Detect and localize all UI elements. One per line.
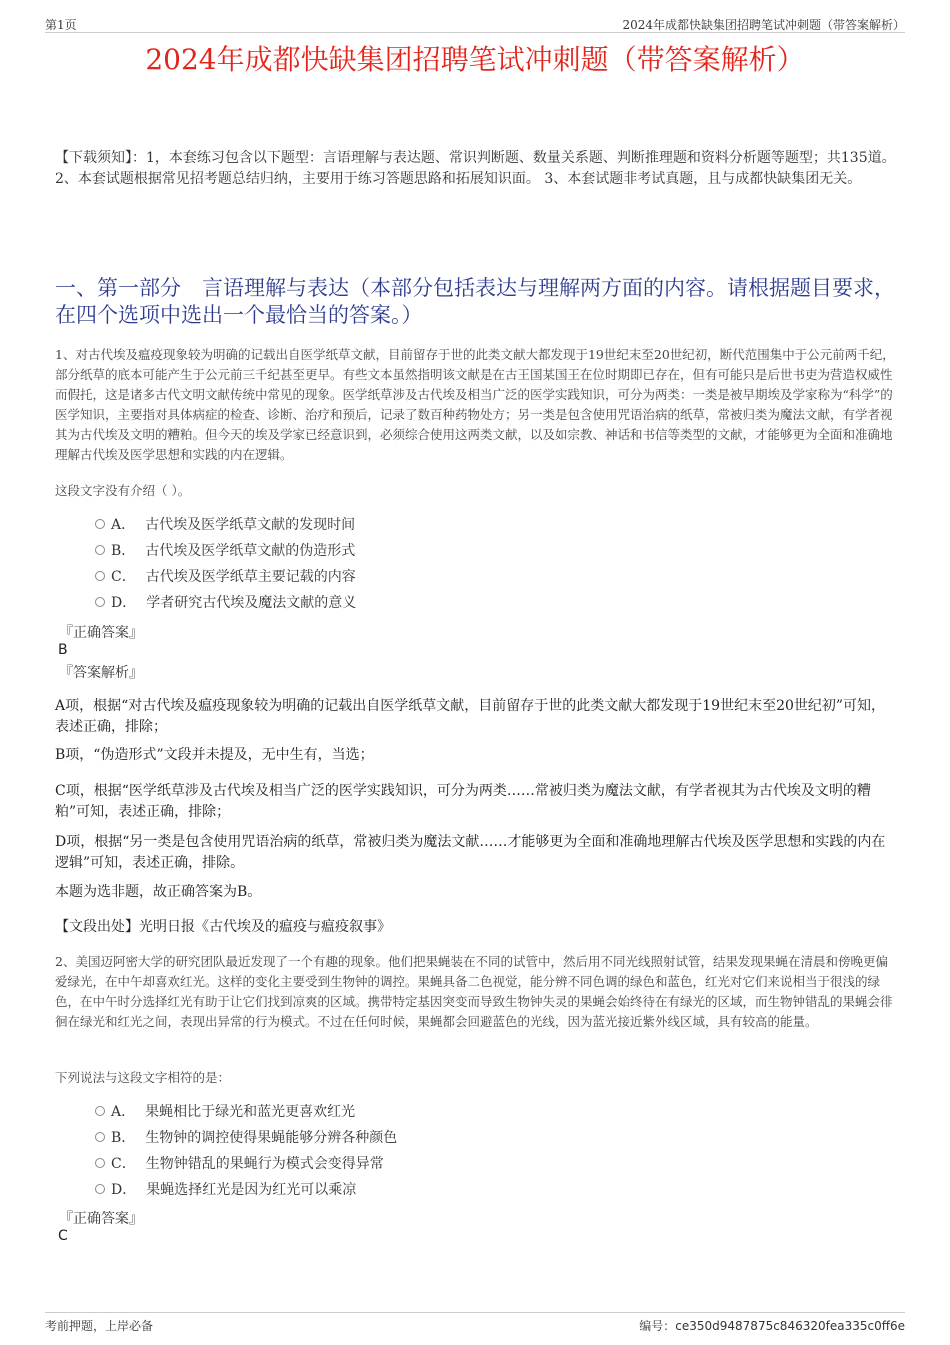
q1-stem: 这段文字没有介绍（ ）。	[55, 483, 191, 498]
radio-icon[interactable]	[95, 1158, 105, 1168]
q1-analysis-label: 『答案解析』	[59, 665, 143, 681]
radio-icon[interactable]	[95, 519, 105, 529]
q2-stem: 下列说法与这段文字相符的是：	[55, 1070, 231, 1085]
running-title: 2024年成都快缺集团招聘笔试冲刺题（带答案解析）	[622, 18, 905, 32]
q2-passage: 2、美国迈阿密大学的研究团队最近发现了一个有趣的现象。他们把果蝇装在不同的试管中，然后用不同光线照射试管，结果发现果蝇在清晨和傍晚更偏爱绿光，在中午却喜欢红光。这样的变化主要受到生物钟的调控。果蝇具备二色视觉，能分辨不同色调的绿色和蓝色，红光对它们来说相当于很浅的绿色，在中午时分选择红光有助于让它们找到凉爽的区域。携带特定基因突变而导致生物钟失灵的果蝇会始终待在有绿光的区域，而生物钟错乱的果蝇会徘徊在绿光和红光之间，表现出异常的行为模式。不过在任何时候，果蝇都会回避蓝色的光线，因为蓝光接近紫外线区域，具有较高的能量。	[55, 954, 893, 1029]
q2-option-a[interactable]: A． 果蝇相比于绿光和蓝光更喜欢红光	[95, 1102, 355, 1122]
page-footer	[45, 1312, 905, 1337]
footer-slogan: 考前押题，上岸必备	[45, 1319, 154, 1333]
q1-analysis-c: C项，根据“医学纸草涉及古代埃及相当广泛的医学实践知识，可分为两类……常被归类为魔法文献，有学者视其为古代埃及文明的糟粕”可知，表述正确，排除；	[55, 783, 871, 820]
radio-icon[interactable]	[95, 1106, 105, 1116]
q1-option-c[interactable]: C． 古代埃及医学纸草主要记载的内容	[95, 567, 356, 587]
q2-answer: C	[58, 1228, 68, 1244]
q1-analysis-d: D项，根据“另一类是包含使用咒语治病的纸草，常被归类为魔法文献……才能够更为全面和准确地理解古代埃及医学思想和实践的内在逻辑”可知，表述正确，排除。	[55, 834, 886, 871]
radio-icon[interactable]	[95, 545, 105, 555]
q2-option-b[interactable]: B． 生物钟的调控使得果蝇能够分辨各种颜色	[95, 1128, 397, 1148]
radio-icon[interactable]	[95, 1132, 105, 1142]
radio-icon[interactable]	[95, 1184, 105, 1194]
page-number: 第1页	[45, 18, 77, 32]
download-notice: 【下载须知】：1，本套练习包含以下题型：言语理解与表达题、常识判断题、数量关系题、判断推理题和资料分析题等题型；共135道。 2、本套试题根据常见招考题总结归纳，主要用于练习答题思路和拓展知识面。 3、本套试题非考试真题，且与成都快缺集团无关。	[55, 150, 896, 187]
section-heading: 一、第一部分 言语理解与表达（本部分包括表达与理解两方面的内容。请根据题目要求，在四个选项中选出一个最恰当的答案。）	[55, 276, 895, 327]
footer-document-code: 编号：ce350d9487875c846320fea335c0ff6e	[639, 1319, 905, 1333]
radio-icon[interactable]	[95, 597, 105, 607]
q1-passage: 1、对古代埃及瘟疫现象较为明确的记载出自医学纸草文献，目前留存于世的此类文献大都发现于19世纪末至20世纪初，断代范围集中于公元前两千纪，部分纸草的底本可能产生于公元前三千纪甚至更早。有些文本虽然指明该文献是在古王国某国王在位时期即已存在，但有可能只是后世书吏为营造权威性而假托，这是诸多古代文明文献传统中常见的现象。医学纸草涉及古代埃及相当广泛的医学实践知识，可分为两类：一类是被早期埃及学家称为“科学”的医学知识，主要指对具体病症的检查、诊断、治疗和预后，记录了数百种药物处方；另一类是包含使用咒语治病的纸草，常被归类为魔法文献，有学者视其为古代埃及文明的糟粕。但今天的埃及学家已经意识到，必须综合使用这两类文献，以及如宗教、神话和书信等类型的文献，才能够更为全面和准确地理解古代埃及医学思想和实践的内在逻辑。	[55, 347, 895, 462]
document-title: 2024年成都快缺集团招聘笔试冲刺题（带答案解析）	[145, 43, 805, 76]
q2-answer-label: 『正确答案』	[59, 1211, 143, 1227]
q1-option-b[interactable]: B． 古代埃及医学纸草文献的伪造形式	[95, 541, 355, 561]
q1-option-d[interactable]: D． 学者研究古代埃及魔法文献的意义	[95, 593, 356, 613]
q1-option-a[interactable]: A． 古代埃及医学纸草文献的发现时间	[95, 515, 355, 535]
q1-analysis-a: A项，根据“对古代埃及瘟疫现象较为明确的记载出自医学纸草文献，目前留存于世的此类文献大都发现于19世纪末至20世纪初”可知，表述正确，排除；	[55, 698, 886, 735]
q1-answer: B	[58, 642, 68, 658]
q1-source: 【文段出处】光明日报《古代埃及的瘟疫与瘟疫叙事》	[55, 919, 391, 935]
q2-option-d[interactable]: D． 果蝇选择红光是因为红光可以乘凉	[95, 1180, 356, 1200]
q1-analysis-b: B项，“伪造形式”文段并未提及，无中生有，当选；	[55, 747, 374, 763]
q2-option-c[interactable]: C． 生物钟错乱的果蝇行为模式会变得异常	[95, 1154, 384, 1174]
q1-answer-label: 『正确答案』	[59, 625, 143, 641]
page-header	[45, 12, 905, 33]
radio-icon[interactable]	[95, 571, 105, 581]
q1-analysis-conclusion: 本题为选非题，故正确答案为B。	[55, 884, 262, 900]
